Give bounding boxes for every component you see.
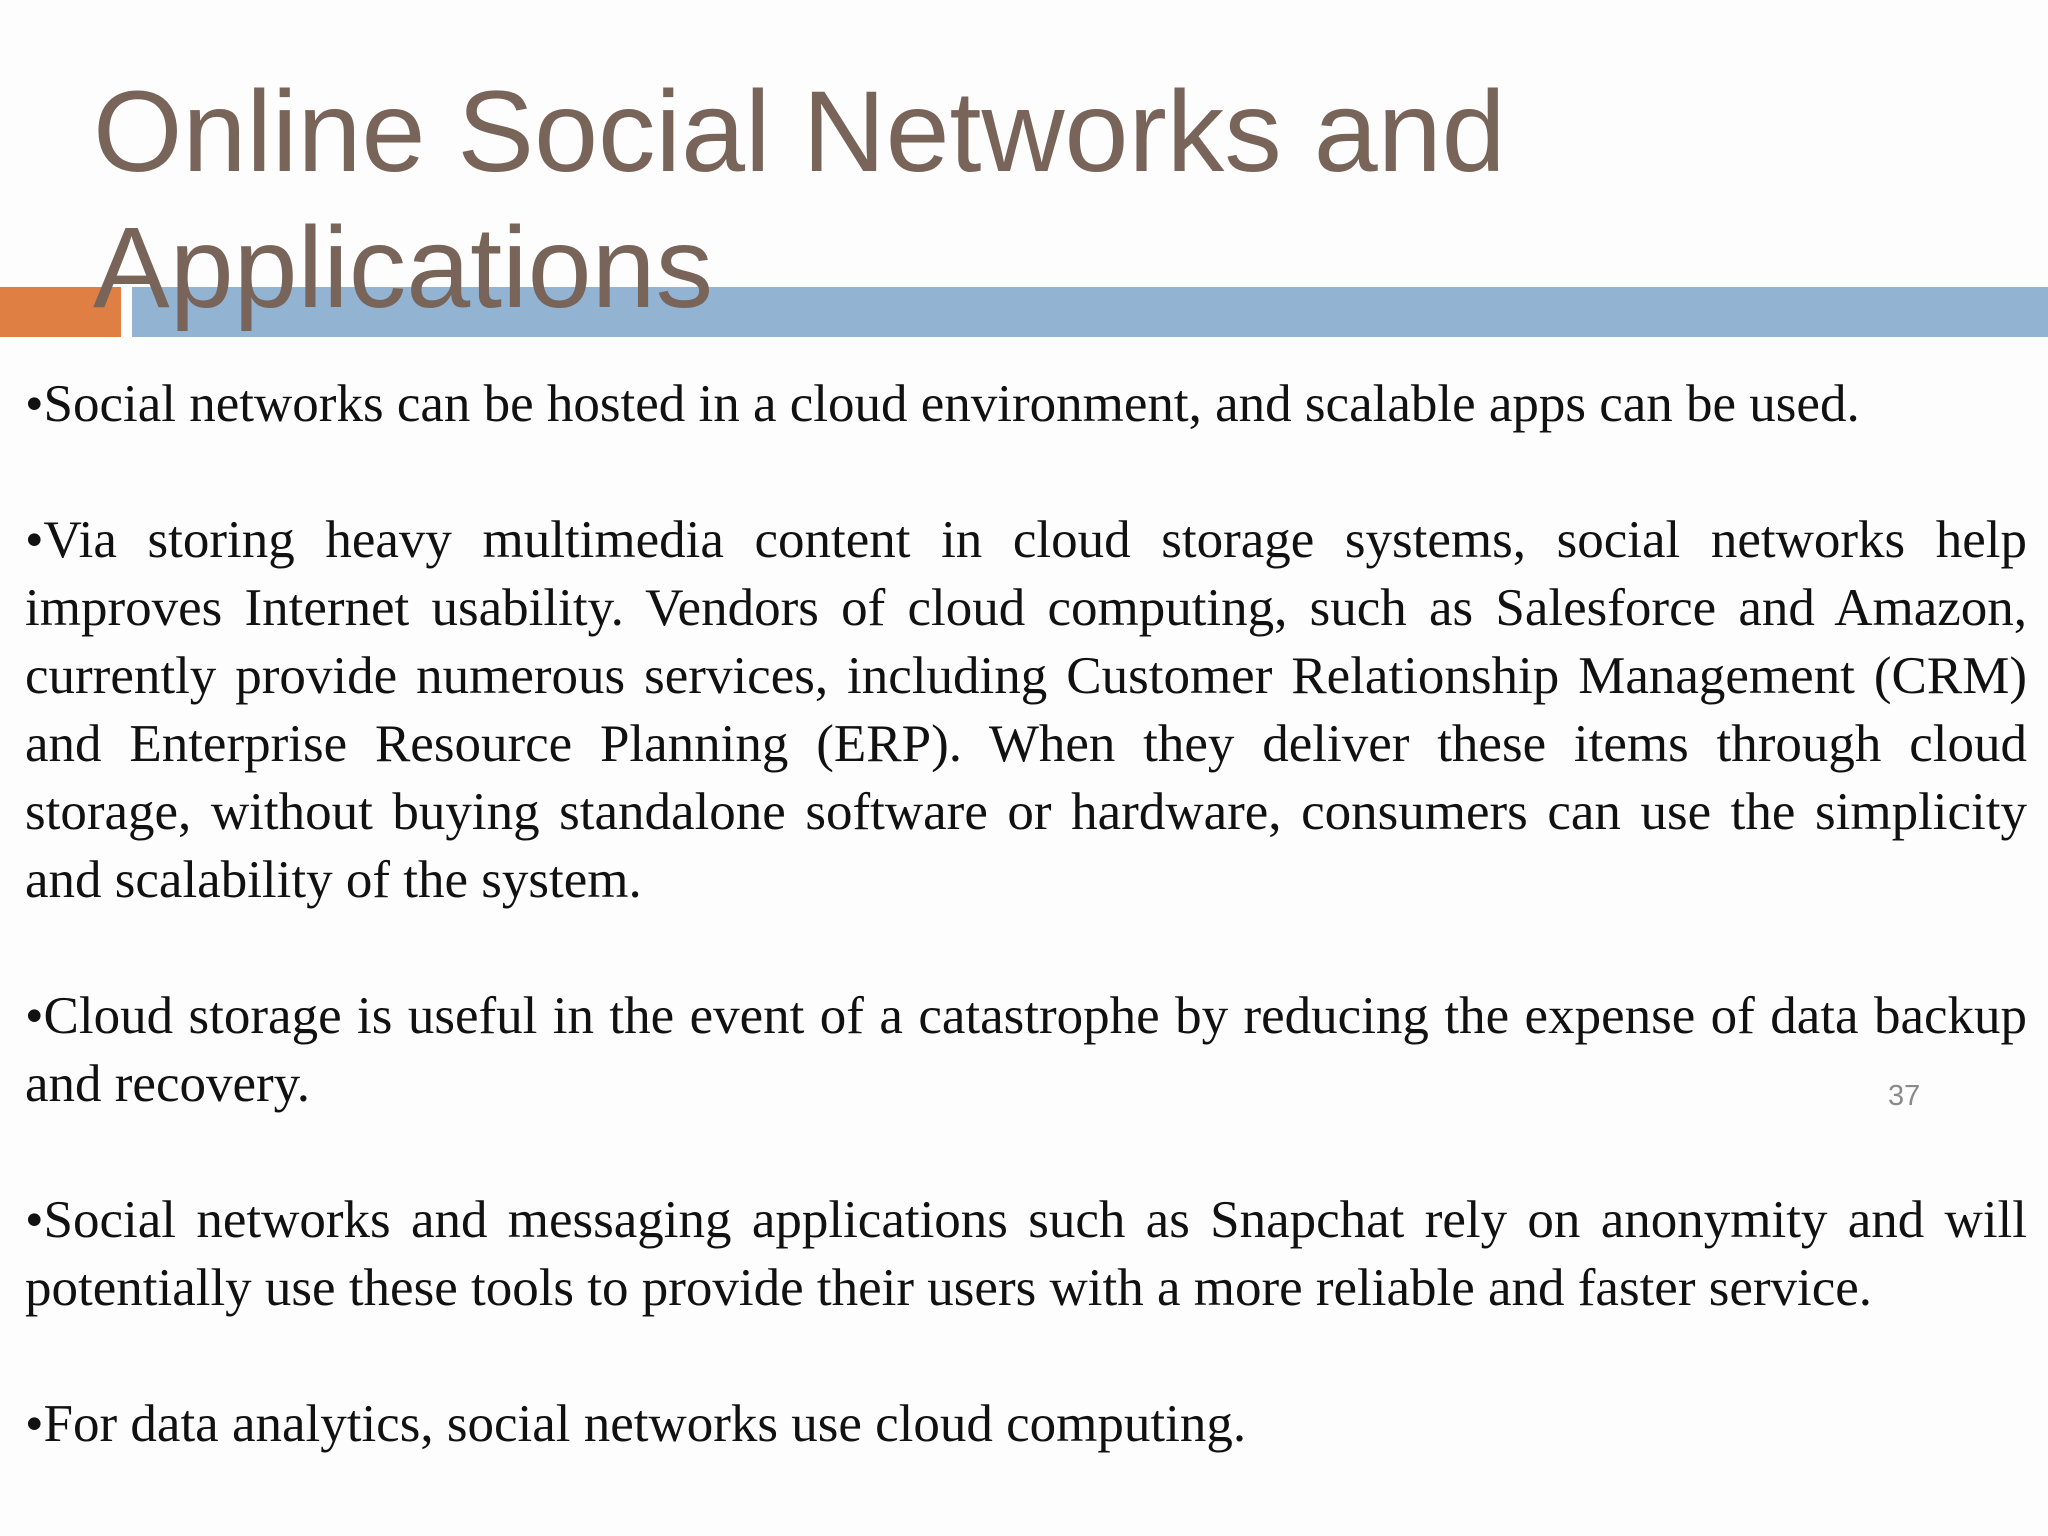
page-number: 37 xyxy=(1888,1080,1921,1112)
bullet-item: •For data analytics, social networks use cloud computing. xyxy=(25,1395,1247,1453)
bullet-item: •Social networks and messaging applications such as Snapchat rely on anonymity and will potentially use these tools to provide their users with a more reliable and faster service. xyxy=(25,1191,2027,1317)
bullet-item: •Cloud storage is useful in the event of a catastrophe by reducing the expense of data backup and recovery. xyxy=(25,987,2027,1113)
bullet-item: •Via storing heavy multimedia content in cloud storage systems, social networks help improves Internet usability. Vendors of cloud computing, such as Salesforce and Amazon, currently provide numerous services, including Customer Relationship Management (CRM) and Enterprise Resource Planning (ERP). When they deliver these items through cloud storage, without buying standalone software or hardware, consumers can use the simplicity and scalability of the system. xyxy=(25,511,2027,909)
slide-title: Online Social Networks and Applications xyxy=(93,68,1506,332)
slide-body xyxy=(25,370,2027,1458)
bullet-item: •Social networks can be hosted in a cloud environment, and scalable apps can be used. xyxy=(25,375,1860,433)
